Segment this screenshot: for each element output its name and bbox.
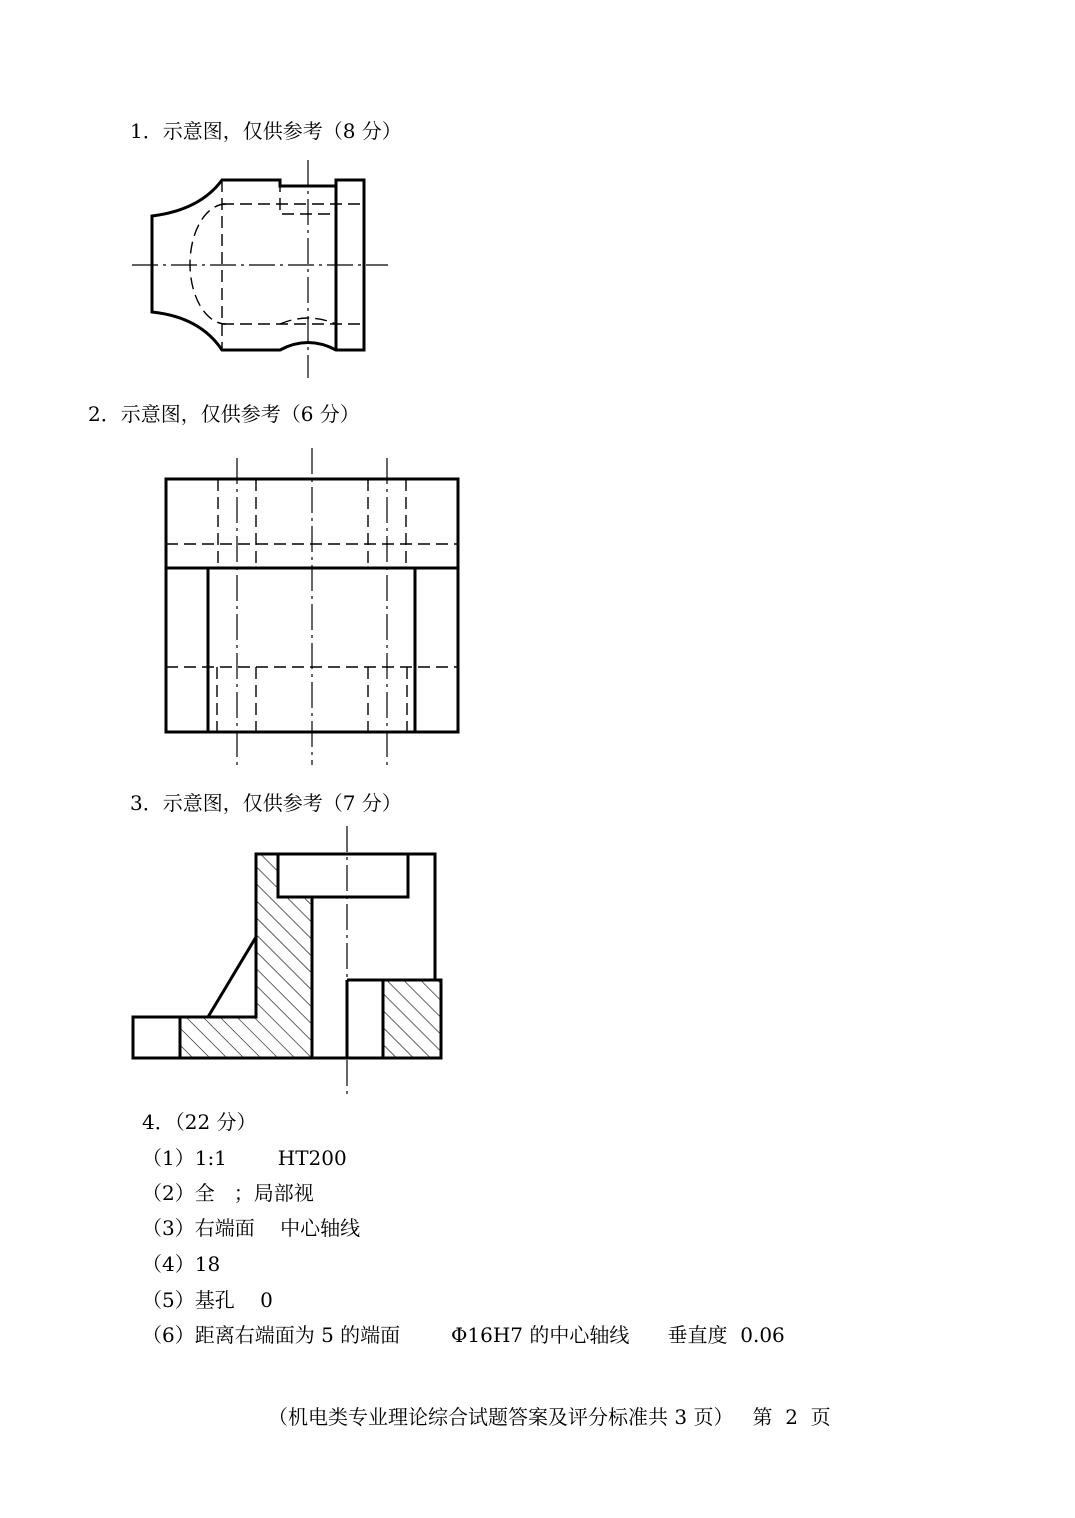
answer-item-3: （3）右端面 中心轴线 <box>142 1216 361 1240</box>
question-1-heading: 1．示意图，仅供参考（8 分） <box>130 119 402 143</box>
answer-item-4: （4）18 <box>142 1252 221 1276</box>
page-footer: （机电类专业理论综合试题答案及评分标准共 3 页） 第 2 页 <box>268 1405 831 1429</box>
answer-item-5: （5）基孔 0 <box>142 1288 273 1312</box>
question-2-heading: 2．示意图，仅供参考（6 分） <box>88 402 360 426</box>
question-3-heading: 3．示意图，仅供参考（7 分） <box>130 791 402 815</box>
question-4-heading: 4．（22 分） <box>142 1110 257 1134</box>
answer-item-6: （6）距离右端面为 5 的端面 Φ16H7 的中心轴线 垂直度 0.06 <box>142 1323 785 1347</box>
answer-item-2: （2）全 ；局部视 <box>142 1181 314 1205</box>
answer-item-1: （1）1:1 HT200 <box>142 1146 347 1170</box>
